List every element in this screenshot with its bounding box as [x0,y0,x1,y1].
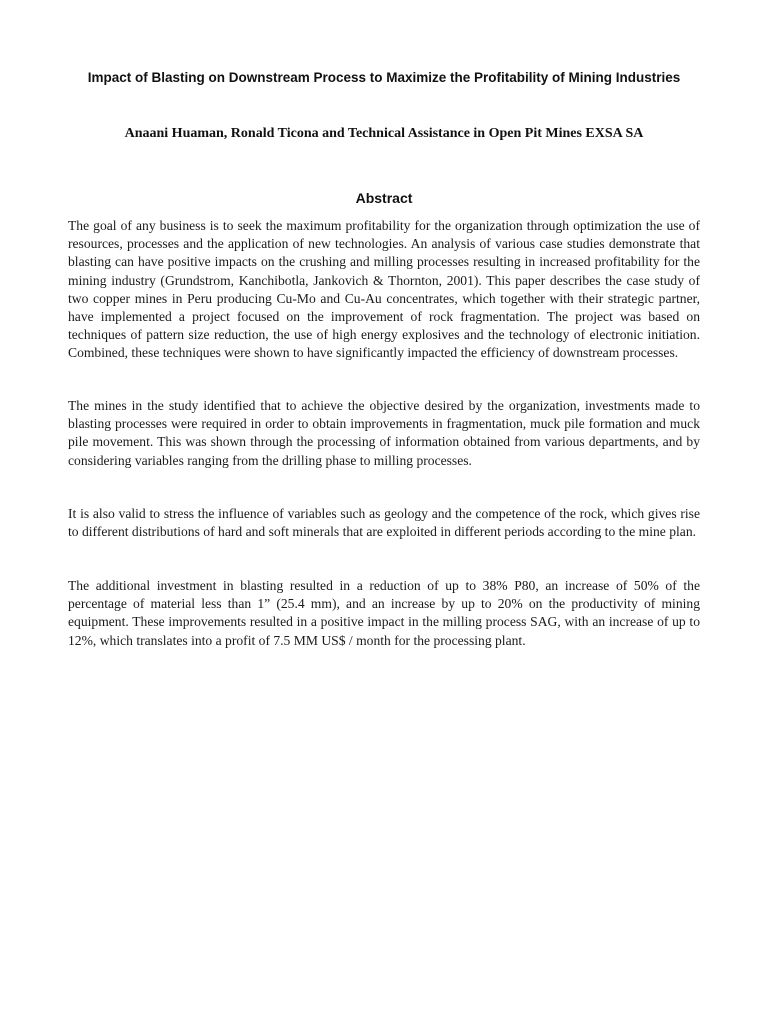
abstract-paragraph-2: The mines in the study identified that to achieve the objective desired by the organization, investments made to blasting processes were required in order to obtain improvements in fragmentation, muck pile formation and muck pile movement. This was shown through the processing of information obtained from various departments, and by considering variables ranging from the drilling phase to milling processes. [68,398,700,468]
paper-authors: Anaani Huaman, Ronald Ticona and Technical Assistance in Open Pit Mines EXSA SA [124,126,644,141]
abstract-heading: Abstract [355,190,413,206]
paper-title: Impact of Blasting on Downstream Process to Maximize the Profitability of Mining Industries [87,70,681,85]
abstract-paragraph-3: It is also valid to stress the influence of variables such as geology and the competence of the rock, which gives rise to different distributions of hard and soft minerals that are exploited in different periods according to the mine plan. [68,506,700,540]
abstract-paragraph-4: The additional investment in blasting resulted in a reduction of up to 38% P80, an increase of 50% of the percentage of material less than 1” (25.4 mm), and an increase by up to 20% on the productivity of mining equipment. These improvements resulted in a positive impact in the milling process SAG, with an increase of up to 12%, which translates into a profit of 7.5 MM US$ / month for the processing plant. [68,578,700,648]
abstract-paragraph-1: The goal of any business is to seek the maximum profitability for the organization through optimization the use of resources, processes and the application of new technologies. An analysis of various case studies demonstrate that blasting can have positive impacts on the crushing and milling processes resulting in increased profitability for the mining industry (Grundstrom, Kanchibotla, Jankovich & Thornton, 2001). This paper describes the case study of two copper mines in Peru producing Cu-Mo and Cu-Au concentrates, which together with their strategic partner, have implemented a project focused on the improvement of rock fragmentation. The project was based on techniques of pattern size reduction, the use of high energy explosives and the technology of electronic initiation. Combined, these techniques were shown to have significantly impacted the efficiency of downstream processes. [68,218,700,361]
